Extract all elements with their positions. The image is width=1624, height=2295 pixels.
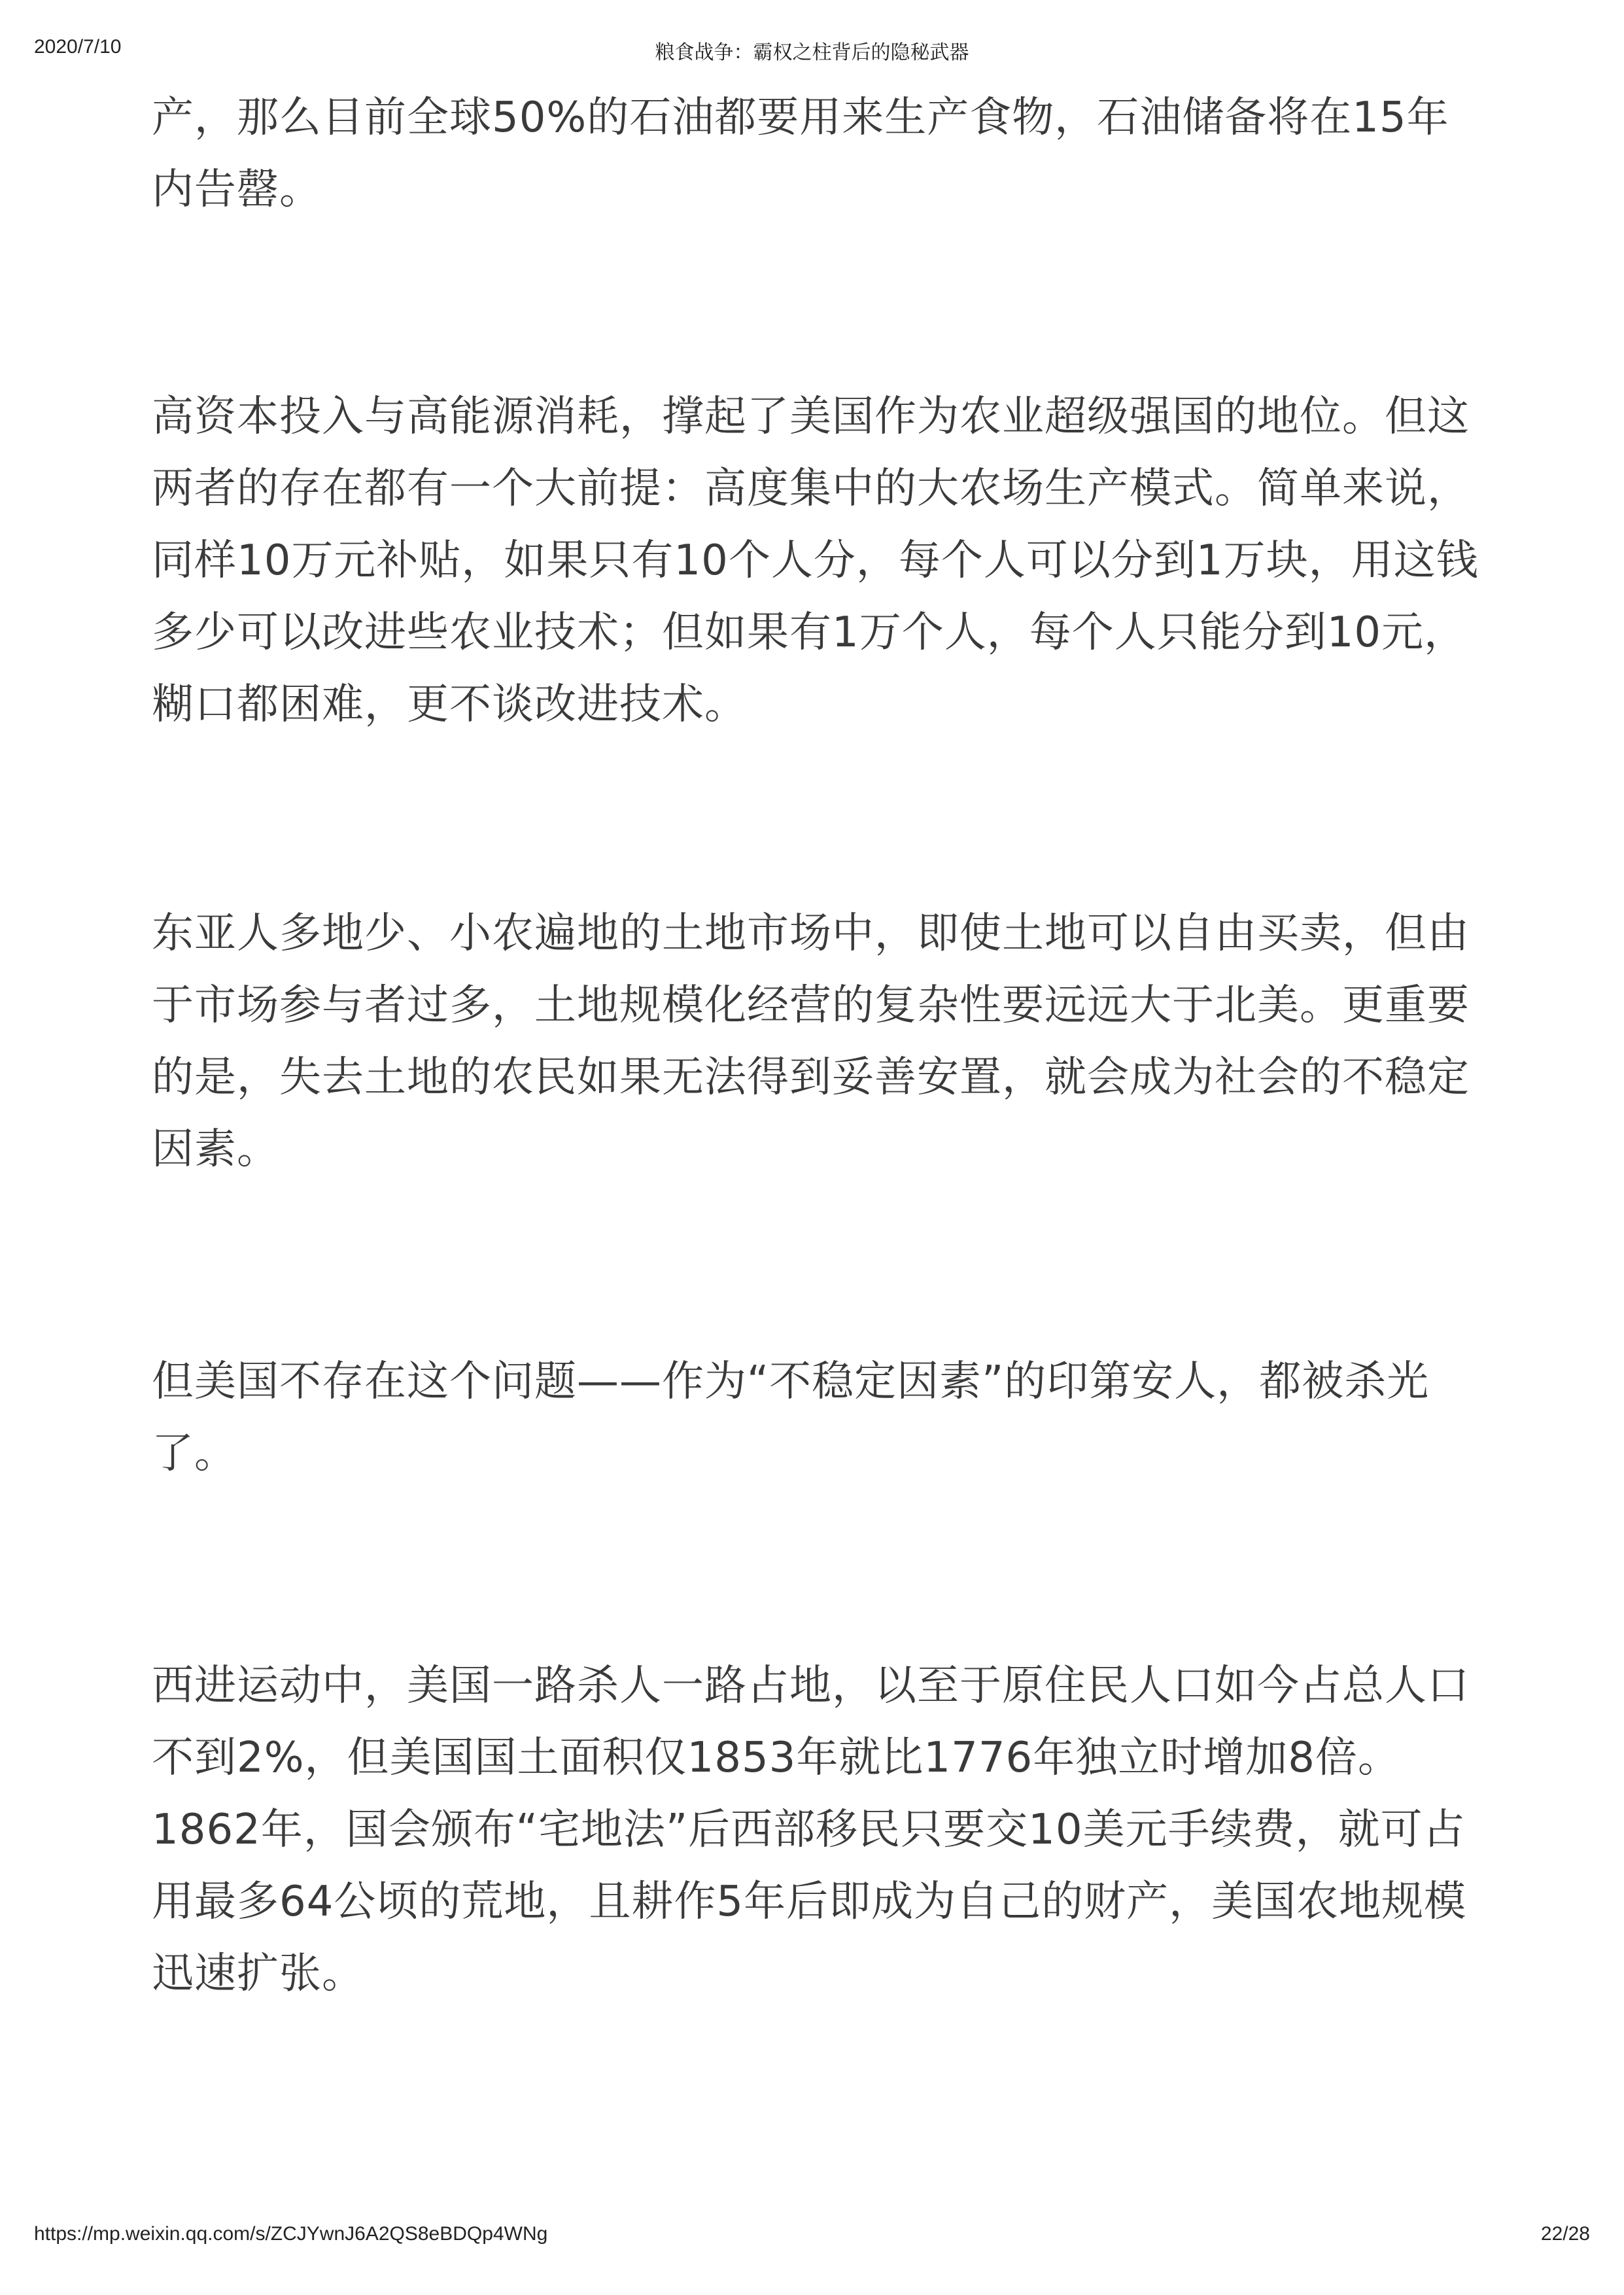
page-number: 22/28 [1540, 2223, 1590, 2245]
article-body [152, 82, 1486, 2010]
print-header [0, 36, 1624, 62]
paragraph: 产，那么目前全球50%的石油都要用来生产食物，石油储备将在15年内告罄。 [152, 94, 1449, 214]
source-url: https://mp.weixin.qq.com/s/ZCJYwnJ6A2QS8eBDQp4WNg [34, 2223, 548, 2245]
paragraph: 东亚人多地少、小农遍地的土地市场中，即使土地可以自由买卖，但由于市场参与者过多，土地规模化经营的复杂性要远远大于北美。更重要的是，失去土地的农民如果无法得到妥善安置，就会成为社会的不稳定因素。 [152, 909, 1470, 1174]
paragraph: 但美国不存在这个问题——作为“不稳定因素”的印第安人，都被杀光了。 [152, 1358, 1430, 1478]
print-title: 粮食战争：霸权之柱背后的隐秘武器 [655, 42, 969, 63]
print-date: 2020/7/10 [34, 36, 122, 58]
paragraph: 西进运动中，美国一路杀人一路占地，以至于原住民人口如今占总人口不到2%，但美国国土面积仅1853年就比1776年独立时增加8倍。1862年，国会颁布“宅地法”后西部移民只要交10美元手续费，就可占用最多64公顷的荒地，且耕作5年后即成为自己的财产，美国农地规模迅速扩张。 [152, 1662, 1470, 1998]
print-footer [0, 2223, 1624, 2249]
paragraph: 高资本投入与高能源消耗，撑起了美国作为农业超级强国的地位。但这两者的存在都有一个大前提：高度集中的大农场生产模式。简单来说，同样10万元补贴，如果只有10个人分，每个人可以分到1万块，用这钱多少可以改进些农业技术；但如果有1万个人，每个人只能分到10元，糊口都困难，更不谈改进技术。 [152, 393, 1479, 729]
